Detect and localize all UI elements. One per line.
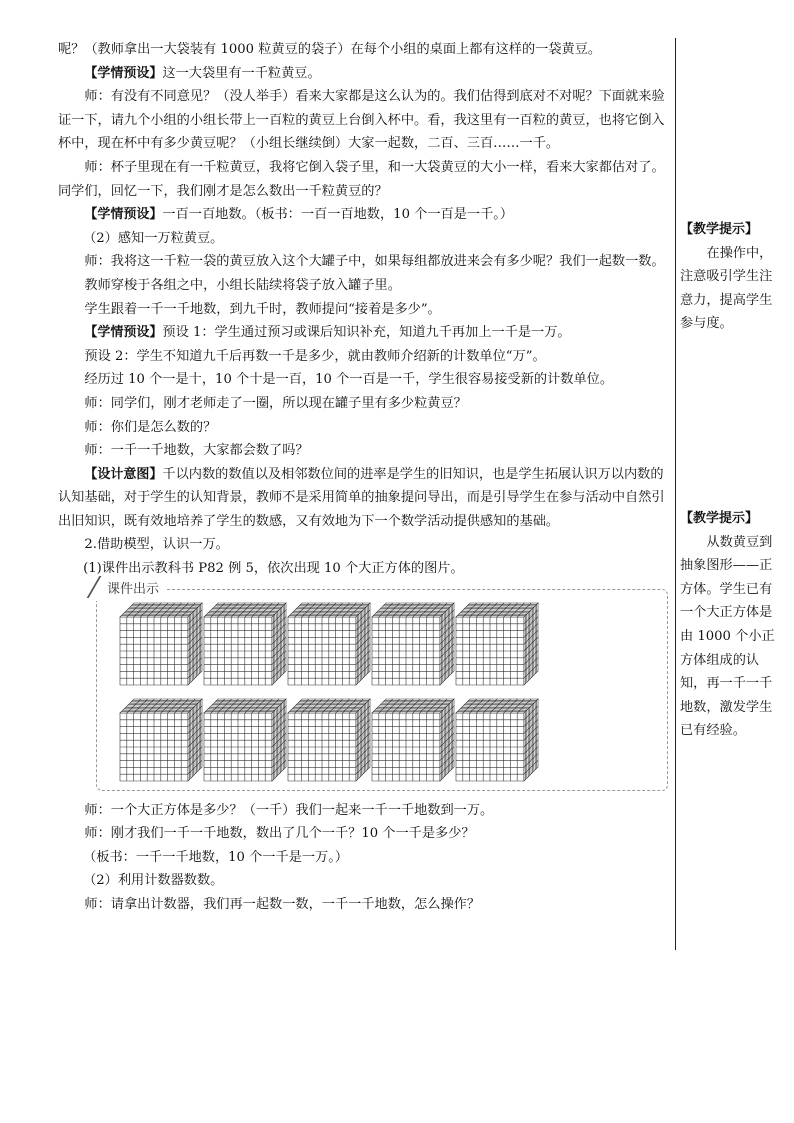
courseware-figure <box>96 581 668 791</box>
paragraph <box>58 439 672 463</box>
paragraph-text: （2）感知一万粒黄豆。 <box>83 230 224 246</box>
thousand-cube-icon <box>119 698 203 782</box>
paragraph <box>58 345 672 369</box>
paragraph-text: 师：一千一千地数，大家都会数了吗？ <box>84 443 309 459</box>
paragraph-text: 师：请拿出计数器，我们再一起数一数，一千一千地数，怎么操作？ <box>84 897 481 913</box>
paragraph <box>58 298 672 322</box>
paragraph-text: 师：杯子里现在有一千粒黄豆，我将它倒入袋子里，和一大袋黄豆的大小一样，看来大家都估对了。同学们，回忆一下，我们刚才是怎么数出一千粒黄豆的？ <box>58 159 665 199</box>
paragraph-text: 师：有没有不同意见？（没人举手）看来大家都是这么认为的。我们估得到底对不对呢？下面就来验证一下，请九个小组的小组长带上一百粒的黄豆上台倒入杯中。看，我这里有一百粒的黄豆，也将它倒入杯中，现在杯中有多少黄豆呢？（小组长继续倒）大家一起数，二百、三百……一千。 <box>58 89 665 152</box>
paragraph-text: 这一大袋里有一千粒黄豆。 <box>162 65 321 81</box>
thousand-cube-icon <box>287 602 371 686</box>
thousand-cube-icon <box>203 602 287 686</box>
paragraph-text: 一百一百地数。（板书：一百一百地数，10 个一百是一千。） <box>162 207 514 223</box>
paragraph <box>58 250 672 274</box>
paragraph <box>58 85 672 156</box>
paragraph <box>58 368 672 392</box>
lesson-body <box>58 38 672 917</box>
paragraph-text: 2.借助模型，认识一万。 <box>84 537 229 553</box>
thousand-cube-icon <box>203 698 287 782</box>
paragraph-text: （板书：一千一千地数，10 个一千是一万。） <box>83 849 349 865</box>
side-note-2-tag: 【教学提示】 <box>680 511 759 526</box>
paragraph <box>58 846 672 870</box>
paragraph <box>58 38 672 62</box>
side-note-2-text: 从数黄豆到抽象图形——正方体。学生已有一个大正方体是由 1000 个小正方体组成的认知，再一千一千地数，激发学生已有经验。 <box>680 534 775 739</box>
paragraph-tag: 【学情预设】 <box>84 325 163 341</box>
thousand-cube-icon <box>371 698 455 782</box>
paragraph-text: 预设 2：学生不知道九千后再数一千是多少，就由教师介绍新的计数单位“万”。 <box>84 348 546 364</box>
paragraph-tag: 【设计意图】 <box>84 466 163 482</box>
paragraph-text: 学生跟着一千一千地数，到九千时，教师提问“接着是多少”。 <box>84 301 441 317</box>
paragraph-tag: 【学情预设】 <box>84 207 163 223</box>
paragraph-text: 师：同学们，刚才老师走了一圈，所以现在罐子里有多少粒黄豆？ <box>84 395 467 411</box>
paragraph-list <box>58 38 672 581</box>
paragraph <box>58 321 672 345</box>
paragraph-text: 教师穿梭于各组之中，小组长陆续将袋子放入罐子里。 <box>84 277 401 293</box>
thousand-cube-icon <box>371 602 455 686</box>
paragraph-text: (1)课件出示教科书 P82 例 5，依次出现 10 个大正方体的图片。 <box>83 561 464 577</box>
paragraph <box>58 227 672 251</box>
paragraph-tag: 【学情预设】 <box>84 65 163 81</box>
paragraph-text: 师：刚才我们一千一千地数，数出了几个一千？10 个一千是多少？ <box>84 826 475 842</box>
paragraph-text: 千以内数的数值以及相邻数位间的进率是学生的旧知识，也是学生拓展认识万以内数的认知基础，对于学生的认知背景，教师不是采用简单的抽象提问导出，而是引导学生在参与活动中自然引出旧知识，既有效地培养了学生的数感，又有效地为下一个数学活动提供感知的基础。 <box>58 466 665 529</box>
paragraph <box>58 156 672 203</box>
side-note-1-tag: 【教学提示】 <box>680 222 759 237</box>
side-note-1 <box>680 218 780 336</box>
paragraph-list-after <box>58 799 672 917</box>
paragraph <box>58 463 672 534</box>
paragraph <box>58 799 672 823</box>
courseware-label-text: 课件出示 <box>107 581 160 597</box>
paragraph <box>58 416 672 440</box>
paragraph-text: （2）利用计数器数数。 <box>83 873 224 889</box>
paragraph-text: 师：一个大正方体是多少？（一千）我们一起来一千一千地数到一万。 <box>84 802 494 818</box>
paragraph-text: 经历过 10 个一是十，10 个十是一百，10 个一百是一千，学生很容易接受新的计数单位。 <box>84 372 614 388</box>
paragraph <box>58 822 672 846</box>
courseware-label <box>93 578 165 602</box>
paragraph-text: 师：你们是怎么数的？ <box>84 419 217 435</box>
paragraph <box>58 62 672 86</box>
paragraph <box>58 533 672 557</box>
side-note-2 <box>680 507 780 743</box>
paragraph <box>58 869 672 893</box>
thousand-cube-icon <box>455 602 539 686</box>
paragraph <box>58 203 672 227</box>
side-note-1-text: 在操作中，注意吸引学生注意力，提高学生参与度。 <box>680 245 773 332</box>
paragraph-text: 师：我将这一千粒一袋的黄豆放入这个大罐子中，如果每组都放进来会有多少呢？我们一起数一数。 <box>84 254 665 270</box>
paragraph-text: 预设 1：学生通过预习或课后知识补充，知道九千再加上一千是一万。 <box>162 325 571 341</box>
thousand-cube-icon <box>287 698 371 782</box>
paragraph <box>58 392 672 416</box>
paragraph <box>58 274 672 298</box>
thousand-cube-icon <box>455 698 539 782</box>
paragraph <box>58 893 672 917</box>
column-divider <box>675 38 676 950</box>
paragraph-text: 呢？（教师拿出一大袋装有 1000 粒黄豆的袋子）在每个小组的桌面上都有这样的一袋黄豆。 <box>58 42 602 57</box>
thousand-cube-icon <box>119 602 203 686</box>
